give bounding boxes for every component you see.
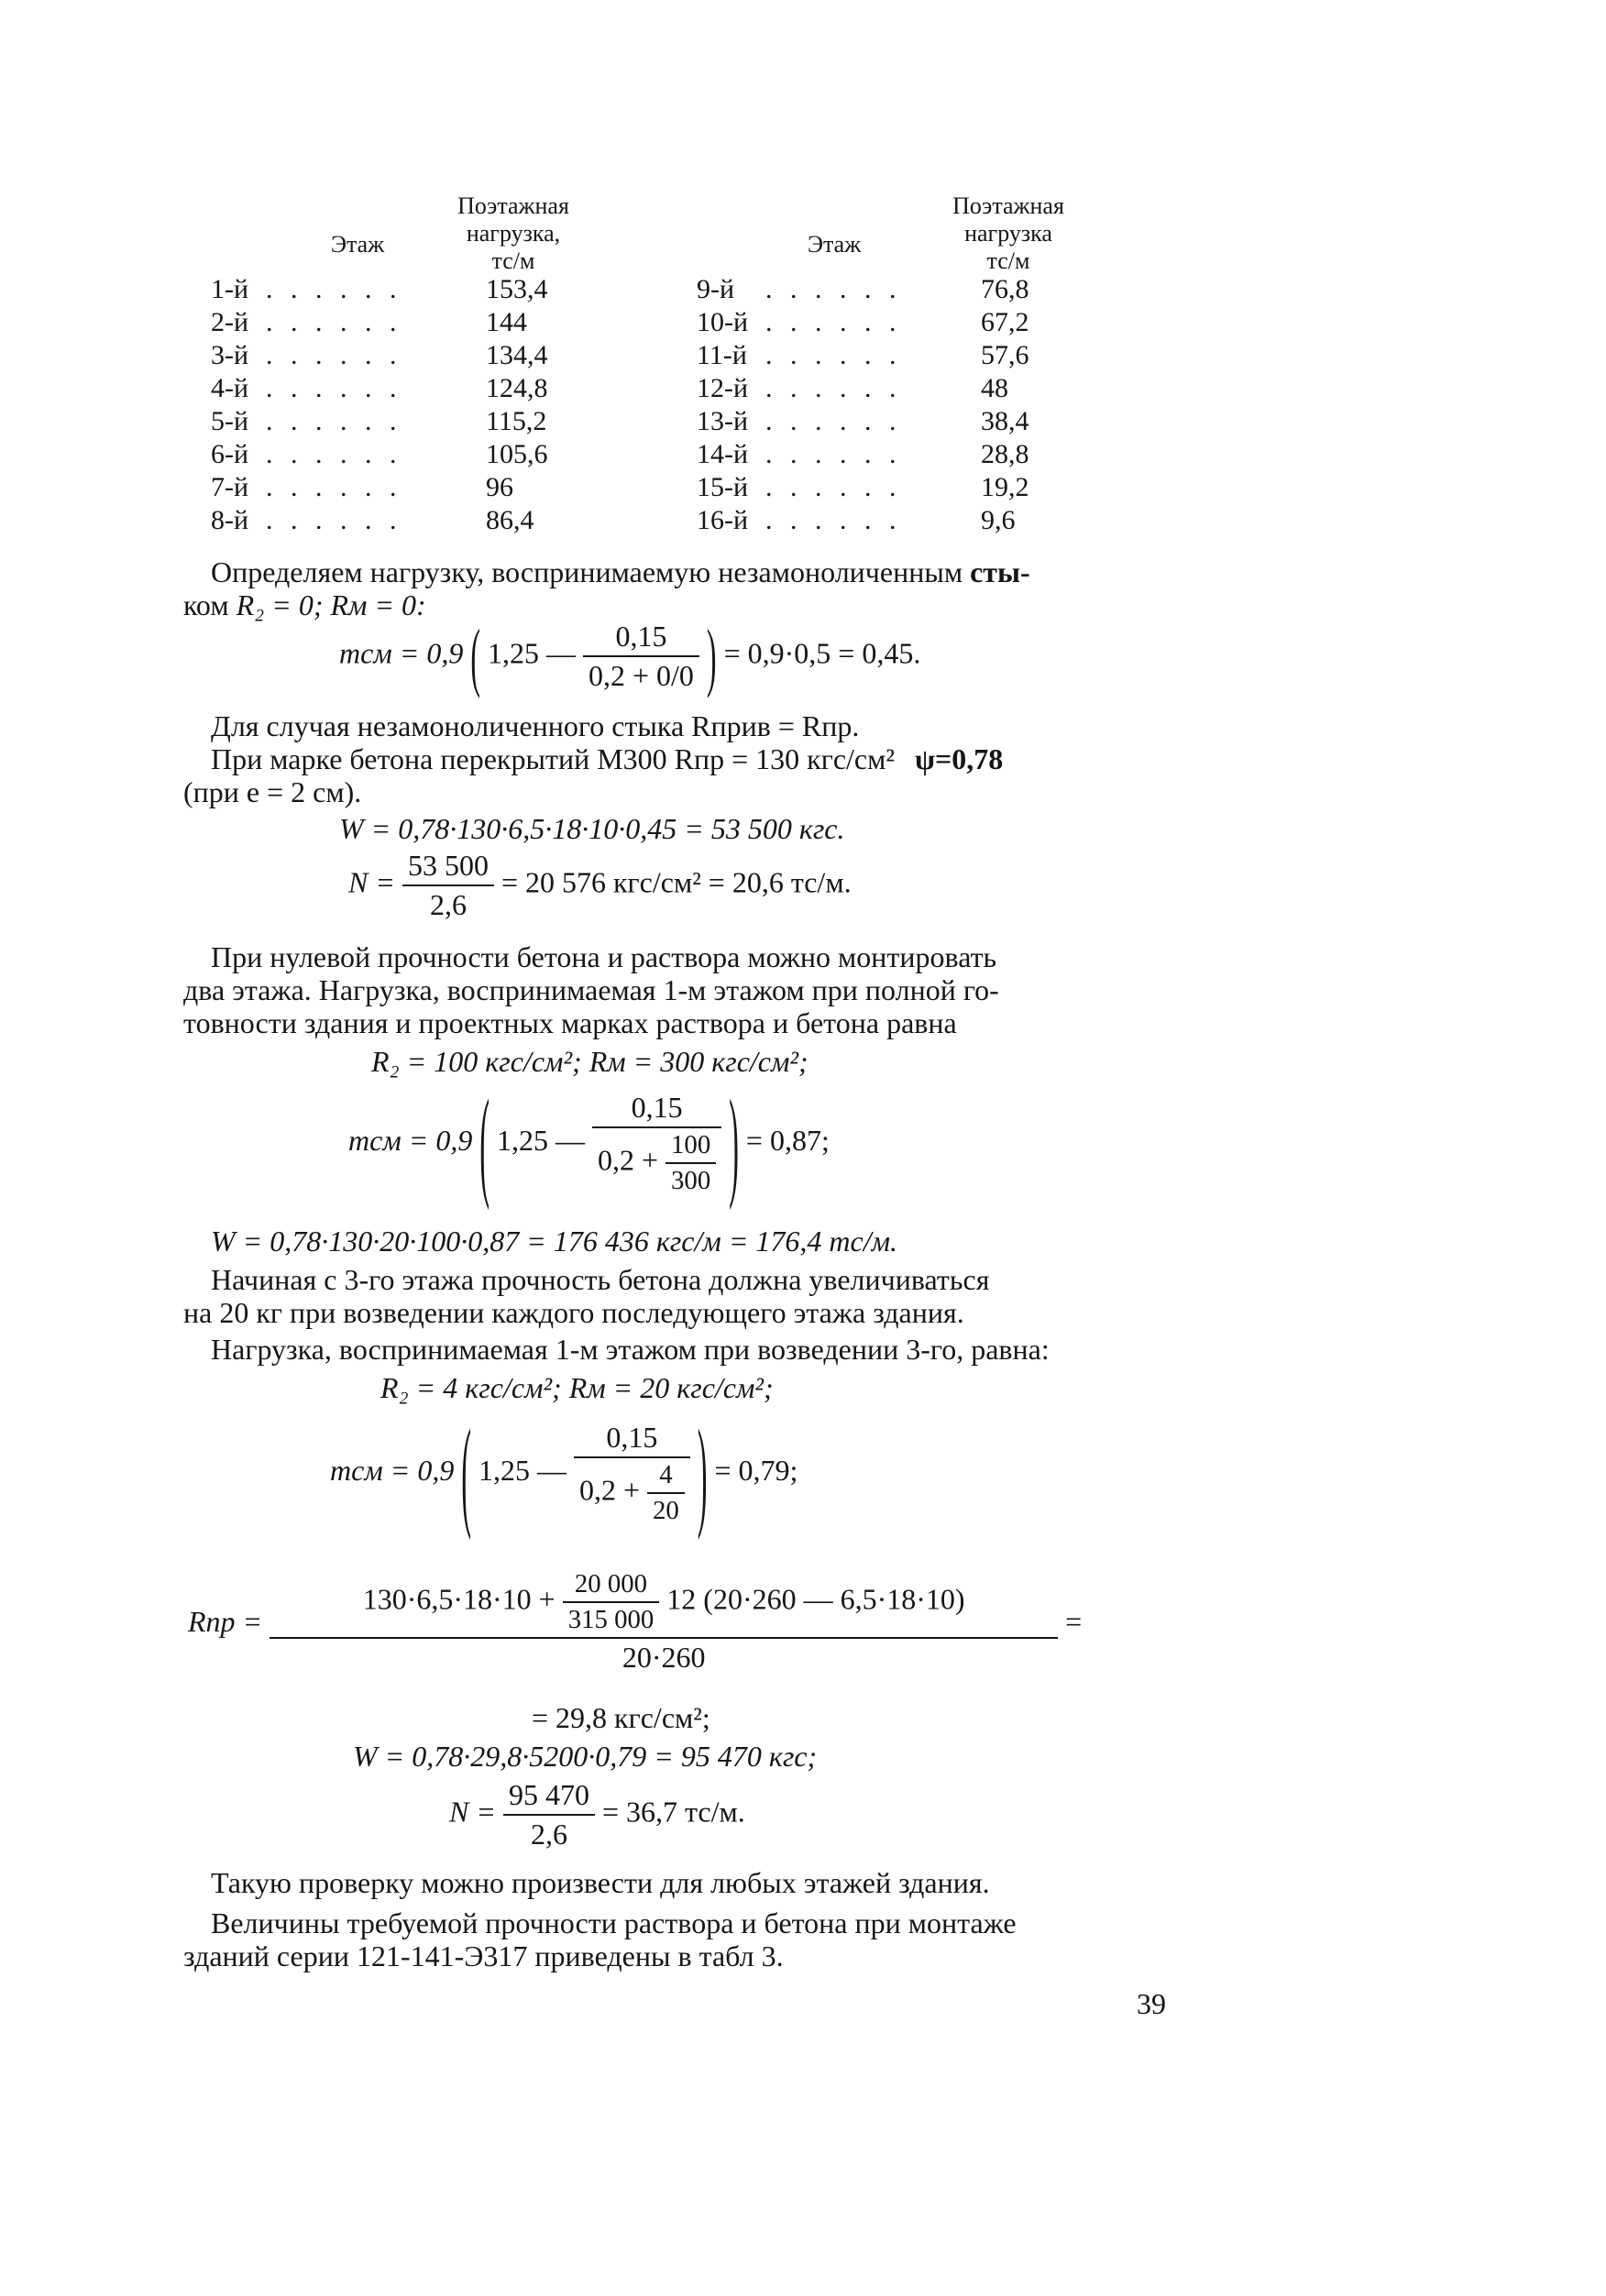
equation-mcm-third-floor: mсм = 0,9 ( 1,25 — 0,15 0,2 + $\frac{4}{20}$ ) = 0,79; — [330, 1401, 798, 1541]
left-header-floor: Этаж — [330, 231, 385, 258]
equation-mcm-unjointed: mсм = 0,9 ( 1,25 — $\frac{0,15}{0,2 + 0/0}$ ) = 0,9·0,5 = 0,45. — [339, 611, 921, 698]
equation-w-2: W = 0,78·130·20·100·0,87 = 176 436 кгс/м = 176,4 тс/м. — [211, 1225, 898, 1258]
table-row: 2-й . . . . . . 144 — [211, 307, 527, 337]
table-row: 13-й . . . . . . 38,4 — [697, 406, 1029, 436]
paragraph-1-line-2: ком R₂ = 0; Rм = 0: — [183, 588, 426, 621]
equation-r-values-2: R₂ = 4 кгс/см²; Rм = 20 кгс/см²; — [380, 1371, 774, 1404]
paragraph-8: Величины требуемой прочности раствора и бетона при монтаже зданий серии 121-141-Э317 приведены в табл 3. — [183, 1906, 1017, 1972]
table-row: 12-й . . . . . . 48 — [697, 373, 1008, 403]
paragraph-3-line-1: При марке бетона перекрытий М300 Rпр = 130 кгс/см² ψ=0,78 — [211, 742, 1004, 775]
right-header-load: Поэтажная нагрузка тс/м — [952, 192, 1064, 274]
table-row: 3-й . . . . . . 134,4 — [211, 340, 548, 370]
paragraph-7: Такую проверку можно произвести для любых этажей здания. — [211, 1866, 990, 1899]
table-row: 4-й . . . . . . 124,8 — [211, 373, 548, 403]
equation-n-1: N = $\frac{53 500}{2,6}$ = 20 576 кгс/см² = 20,6 тс/м. — [348, 849, 852, 921]
table-row: 10-й . . . . . . 67,2 — [697, 307, 1029, 337]
right-rows — [697, 273, 1029, 537]
paragraph-2: Для случая незамоноличенного стыка Rприв = Rпр. — [211, 709, 860, 742]
table-row: 6-й . . . . . . 105,6 — [211, 439, 548, 469]
table-row: 1-й . . . . . . 153,4 — [211, 274, 548, 304]
left-header-load: Поэтажная нагрузка, тс/м — [457, 192, 569, 274]
paragraph-3-line-2: (при e = 2 см). — [183, 775, 362, 808]
paragraph-6: Нагрузка, воспринимаемая 1-м этажом при возведении 3-го, равна: — [211, 1333, 1050, 1366]
equation-r-values-1: R₂ = 100 кгс/см²; Rм = 300 кгс/см²; — [371, 1045, 808, 1078]
equation-w-3: W = 0,78·29,8·5200·0,79 = 95 470 кгс; — [353, 1740, 818, 1773]
table-row: 5-й . . . . . . 115,2 — [211, 406, 547, 436]
paragraph-1-line-1: Определяем нагрузку, воспринимаемую незамоноличенным сты- — [211, 555, 1030, 588]
equation-n-2: N = $\frac{95 470}{2,6}$ = 36,7 тс/м. — [449, 1778, 745, 1851]
left-rows — [211, 273, 548, 537]
equation-w-1: W = 0,78·130·6,5·18·10·0,45 = 53 500 кгс. — [339, 812, 845, 845]
equation-mcm-full: mсм = 0,9 ( 1,25 — 0,15 0,2 + $\frac{100}{300}$ ) = 0,87; — [348, 1071, 830, 1211]
right-header-floor: Этаж — [807, 231, 862, 258]
table-row: 16-й . . . . . . 9,6 — [697, 505, 1016, 535]
table-row: 8-й . . . . . . 86,4 — [211, 505, 534, 535]
paragraph-5: Начиная с 3-го этажа прочность бетона должна увеличиваться на 20 кг при возведении каждого последующего этажа здания. — [183, 1263, 990, 1329]
table-row: 9-й . . . . . . 76,8 — [697, 274, 1029, 304]
equation-rpr-result: = 29,8 кгс/см²; — [532, 1701, 710, 1734]
paragraph-4: При нулевой прочности бетона и раствора можно монтировать два этажа. Нагрузка, воспринимаемая 1-м этажом при полной го- товности здания и проектных марках раствора и бетона равна — [183, 940, 999, 1039]
table-row: 15-й . . . . . . 19,2 — [697, 472, 1029, 502]
table-row: 14-й . . . . . . 28,8 — [697, 439, 1029, 469]
table-row: 11-й . . . . . . 57,6 — [697, 340, 1029, 370]
table-row: 7-й . . . . . . 96 — [211, 472, 513, 502]
equation-rpr: Rпр = 130·6,5·18·10 + $\frac{20 000}{315 000}$ 12 (20·260 — 6,5·18·10) 20·260 = — [188, 1569, 1083, 1674]
page-number: 39 — [1137, 1987, 1166, 2020]
